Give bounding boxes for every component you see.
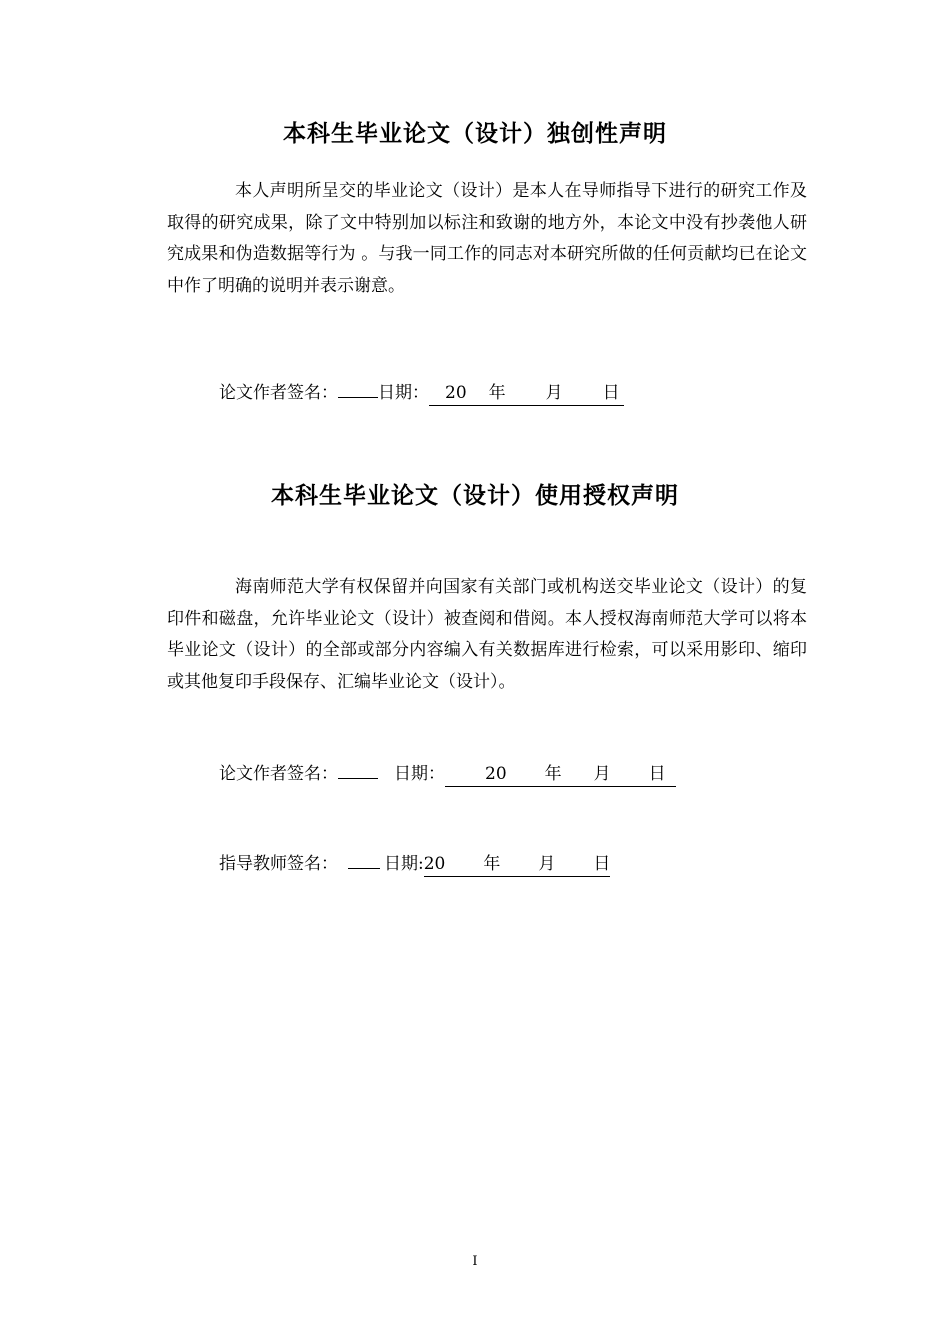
day-unit: 日 xyxy=(648,764,666,784)
originality-paragraph: 本人声明所呈交的毕业论文（设计）是本人在导师指导下进行的研究工作及取得的研究成果，除了文中特别加以标注和致谢的地方外，本论文中没有抄袭他人研究成果和伪造数据等行为 。与我一同工作的同志对本研究所做的任何贡献均已在论文中作了明确的说明并表示谢意。 xyxy=(167,181,807,296)
date-blank xyxy=(445,762,676,787)
year-unit: 年 xyxy=(544,764,562,784)
year-prefix: 20 xyxy=(485,764,507,784)
date-label: 日期： xyxy=(394,764,445,784)
date-label: 日期: xyxy=(384,854,424,874)
author-signature-blank xyxy=(338,760,378,779)
advisor-signature-blank xyxy=(348,850,380,869)
year-prefix: 20 xyxy=(445,383,467,403)
date-label: 日期： xyxy=(378,383,429,403)
originality-title: 本科生毕业论文（设计）独创性声明 xyxy=(283,121,667,147)
page-number: I xyxy=(472,1254,478,1269)
authorization-title: 本科生毕业论文（设计）使用授权声明 xyxy=(271,483,679,509)
advisor-signature-label: 指导教师签名： xyxy=(219,854,338,874)
authorization-paragraph: 海南师范大学有权保留并向国家有关部门或机构送交毕业论文（设计）的复印件和磁盘，允许毕业论文（设计）被查阅和借阅。本人授权海南师范大学可以将本毕业论文（设计）的全部或部分内容编入有关数据库进行检索，可以采用影印、缩印或其他复印手段保存、汇编毕业论文（设计）。 xyxy=(167,577,807,692)
advisor-signature-row xyxy=(219,850,610,877)
authorization-author-signature-row xyxy=(219,760,676,787)
month-unit: 月 xyxy=(538,854,556,874)
month-unit: 月 xyxy=(545,383,563,403)
author-signature-label: 论文作者签名： xyxy=(219,764,338,784)
month-unit: 月 xyxy=(593,764,611,784)
year-unit: 年 xyxy=(488,383,506,403)
author-signature-blank xyxy=(338,379,378,398)
date-blank xyxy=(424,852,611,877)
day-unit: 日 xyxy=(593,854,611,874)
day-unit: 日 xyxy=(602,383,620,403)
date-blank xyxy=(429,381,624,406)
author-signature-label: 论文作者签名： xyxy=(219,383,338,403)
year-prefix: 20 xyxy=(423,854,446,874)
year-unit: 年 xyxy=(483,854,501,874)
originality-signature-row xyxy=(219,379,624,406)
